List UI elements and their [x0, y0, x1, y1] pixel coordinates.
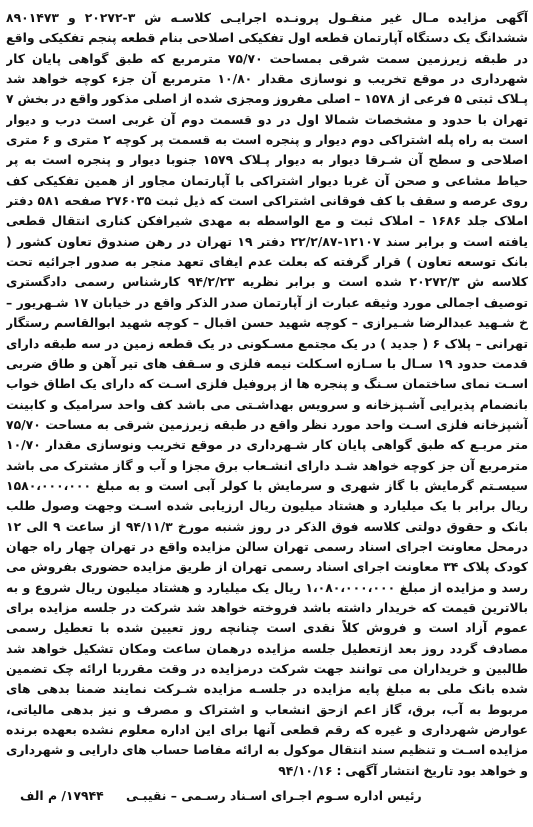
- notice-footer: [6, 786, 528, 810]
- notice-code: ۱۷۹۴۴/ م الف: [20, 788, 104, 803]
- auction-notice-text: آگهی مزایده مـال غیر منقـول پرونـده اجرایـی کلاسـه ش ۳-۲۰۲۷۲ و ۸۹۰۱۴۷۳ ششدانگ یک دستگاه آپارتمان قطعه اول تفکیکی اصلاحی بنام قطعه پنجم تفکیکی واقع در طبقه زیرزمین سمت شرقی بمساحت ۷۵/۷۰ مترمربع که طبق گواهی پایان کار شهرداری در موقع تخریب و نوسازی مقدار ۱۰/۸۰ مترمربع آن جزء کوچه خواهد شد پـلاک ثبتی ۵ فرعی از ۱۵۷۸ – اصلی مفروز ومجزی شده از اصلی مذکور واقع در بخش ۷ تهران با حدود و مشخصات شمالا اول در دو قسمت دوم آن غربی است درب و دیوار است به راه پله اشتراکی دوم دیوار و پنجره است به قسمت پر کوچه ۲ متری و ۶ متری اصلاحی و سطح آن شـرقا دیوار به دیوار پـلاک ۱۵۷۹ جنوبا دیوار و پنجره است به پر حیاط مشاعی و صحن آن غربا دیوار اشتراکی با آپارتمان مجاور از همین تفکیکی کف روی عرصه و سقف با کف فوقانی اشتراکی است که ذیل ثبت ۲۷۶۰۳۵ صفحه ۵۸۱ دفتر املاک جلد ۱۶۸۶ – املاک ثبت و مع الواسطه به مهدی شیرافکن کناری انتقال قطعی یافته است و برابر سند ۱۲۱۰۷-۲۲/۲/۸۷ دفتر ۱۹ تهران در رهن صندوق تعاون کشور ( بانک توسعه تعاون ) قرار گرفته که بعلت عدم ایفای تعهد منجر به صدور اجرائیه تحت کلاسه ش ۲۰۲۷۲/۳ شده است و برابر نظریه ۹۴/۲/۲۳ کارشناس رسمی دادگستری توصیف اجمالی مورد وثیقه عبارت از آپارتمان صدر الذکر واقع در خیابان ۱۷ شـهریور – خ شـهید عبدالرضا شـیرازی – کوچه شهید حسن اقبال – کوچه شهید ابوالقاسم رستگار تهرانی – پلاک ۶ ( جدید ) در یک مجتمع مسـکونی در یک قطعه زمین در سه طبقه دارای قدمت حدود ۱۹ سـال با سـازه اسـکلت نیمه فلزی و سـقف های تیر آهن و طاق ضربی اسـت نمای ساختمان سـنگ و پنجره ها از پروفیل فلزی اسـت که دارای یک اطاق خواب بانضمام پذیرایی آشـپزخانه و سرویس بهداشـتی می باشد کف واحد سرامیک و کابینت آشپزخانه فلزی اسـت واحد مورد نظر واقع در طبقه زیرزمین شرقی به مساحت ۷۵/۷۰ متر مربـع که طبق گواهی پایان کار شـهرداری در موقع تخریب ونوسازی مقدار ۱۰/۷۰ مترمربع آن جز کوچه خواهد شـد دارای انشـعاب برق مجزا و آب و گاز مشترک می باشد سیسـتم گرمایش با گاز شهری و سرمایش با کولر آبی است و به مبلغ ۱۵۸۰،۰۰۰،۰۰۰ ریال برابر با یک میلیارد و هشتاد میلیون ریال ارزیابی شده اسـت وجهت وصول طلب بانک و حقوق دولتی کلاسه فوق الذکر در روز شنبه مورخ ۹۴/۱۱/۳ از ساعت ۹ الی ۱۲ درمحل معاونت اجرای اسناد رسمی تهران سالن مزایده واقع در تهران چهار راه جهان کودک پلاک ۳۴ معاونت اجرای اسناد رسمی تهران از طریق مزایده حضوری بفروش می رسد و مزایده از مبلغ ۱،۰۸۰،۰۰۰،۰۰۰ ریال یک میلیارد و هشتاد میلیون ریال شروع و به بالاترین قیمت که خریدار داشته باشد فروخته خواهد شد شرکت در جلسه مزایده برای عموم آزاد است و فروش کلاً نقدی است چنانچه روز تعیین شده با تعطیل رسمی مصادف گردد روز بعد ازتعطیل جلسه مزایده درهمان ساعت ومکان تشکیل خواهد شد طالبین و خریداران می توانند جهت شرکت درمزایده در وقت مقرربا ارائه چک تضمین شده بانک ملی به مبلغ پایه مزایده در جلسـه مزایده شـرکت نمایند ضمنا بدهی های مربوط به آب، برق، گاز اعم ازحق انشعاب و اشتراک و مصرف و نیز بدهی مالیاتی، عوارض شهرداری و غیره که رقم قطعی آنها برای این اداره معلوم نشده بعهده برنده مزایده اسـت و تنظیم سند انتقال موکول به ارائه مفاصا حساب های دارایی و شهرداری و خواهد بود تاریخ انتشار آگهی : ۹۴/۱۰/۱۶: [6, 10, 528, 778]
- signatory: رئیس اداره سـوم اجـرای اسـناد رسـمی – نقیبـی: [126, 788, 422, 803]
